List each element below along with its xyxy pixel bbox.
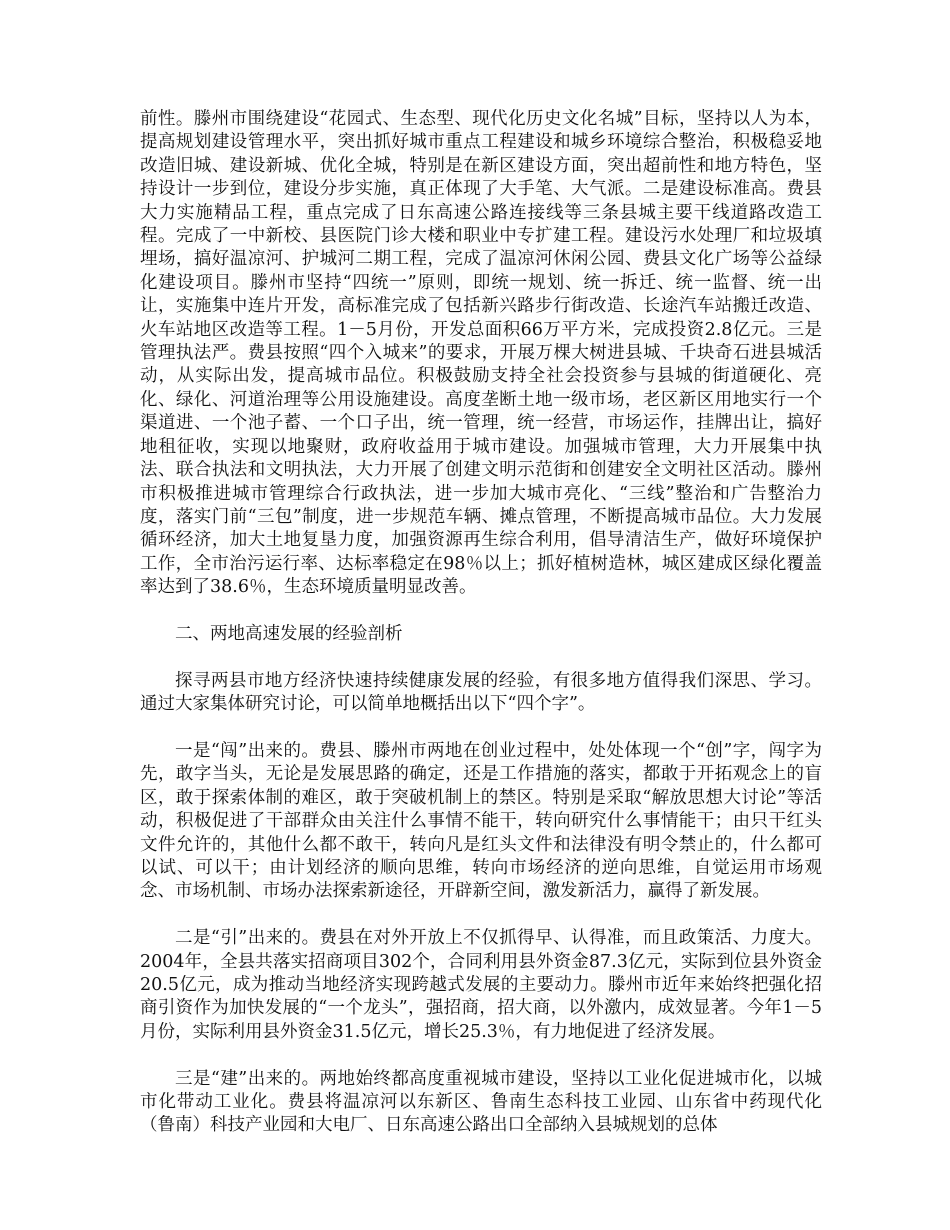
paragraph-point-three: 三是“建”出来的。两地始终都高度重视城市建设，坚持以工业化促进城市化，以城市化带动工业化。费县将温凉河以东新区、鲁南生态科技工业园、山东省中药现代化（鲁南）科技产业园和大电厂、日东高速公路出口全部纳入县城规划的总体 bbox=[140, 1068, 822, 1136]
paragraph-summary: 探寻两县市地方经济快速持续健康发展的经验，有很多地方值得我们深思、学习。通过大家集体研究讨论，可以简单地概括出以下“四个字”。 bbox=[140, 670, 822, 715]
section-heading: 二、两地高速发展的经验剖析 bbox=[175, 623, 403, 644]
paragraph-point-one: 一是“闯”出来的。费县、滕州市两地在创业过程中，处处体现一个“创”字，闯字为先，敢字当头，无论是发展思路的确定，还是工作措施的落实，都敢于开拓观念上的盲区，敢于探索体制的难区，敢于突破机制上的禁区。特别是采取“解放思想大讨论”等活动，积极促进了干部群众由关注什么事情不能干，转向研究什么事情能干；由只干红头文件允许的，其他什么都不敢干，转向凡是红头文件和法律没有明令禁止的，什么都可以试、可以干；由计划经济的顺向思维，转向市场经济的逆向思维，自觉运用市场观念、市场机制、市场办法探索新途径，开辟新空间，激发新活力，赢得了新发展。 bbox=[140, 740, 822, 902]
paragraph-intro: 前性。滕州市围绕建设“花园式、生态型、现代化历史文化名城”目标，坚持以人为本，提高规划建设管理水平，突出抓好城市重点工程建设和城乡环境综合整治，积极稳妥地改造旧城、建设新城、优化全城，特别是在新区建设方面，突出超前性和地方特色，坚持设计一步到位，建设分步实施，真正体现了大手笔、大气派。二是建设标准高。费县大力实施精品工程，重点完成了日东高速公路连接线等三条县城主要干线道路改造工程。完成了一中新校、县医院门诊大楼和职业中专扩建工程。建设污水处理厂和垃圾填埋场，搞好温凉河、护城河二期工程，完成了温凉河休闲公园、费县文化广场等公益绿化建设项目。滕州市坚持“四统一”原则，即统一规划、统一拆迁、统一监督、统一出让，实施集中连片开发，高标准完成了包括新兴路步行街改造、长途汽车站搬迁改造、火车站地区改造等工程。1－5月份，开发总面积66万平方米，完成投资2.8亿元。三是管理执法严。费县按照“四个入城来”的要求，开展万棵大树进县城、千块奇石进县城活动，从实际出发，提高城市品位。积极鼓励支持全社会投资参与县城的街道硬化、亮化、绿化、河道治理等公用设施建设。高度垄断土地一级市场，老区新区用地实行一个渠道进、一个池子蓄、一个口子出，统一管理，统一经营，市场运作，挂牌出让，搞好地租征收，实现以地聚财，政府收益用于城市建设。加强城市管理，大力开展集中执法、联合执法和文明执法，大力开展了创建文明示范街和创建安全文明社区活动。滕州市积极推进城市管理综合行政执法，进一步加大城市亮化、“三线”整治和广告整治力度，落实门前“三包”制度，进一步规范车辆、摊点管理，不断提高城市品位。大力发展循环经济，加大土地复垦力度，加强资源再生综合利用，倡导清洁生产，做好环境保护工作，全市治污运行率、达标率稳定在98％以上；抓好植树造林，城区建成区绿化覆盖率达到了38.6％，生态环境质量明显改善。 bbox=[140, 109, 822, 598]
document-page bbox=[140, 108, 822, 1138]
paragraph-point-two: 二是“引”出来的。费县在对外开放上不仅抓得早、认得准，而且政策活、力度大。2004年，全县共落实招商项目302个，合同利用县外资金87.3亿元，实际到位县外资金20.5亿元，成为推动当地经济实现跨越式发展的主要动力。滕州市近年来始终把强化招商引资作为加快发展的“一个龙头”，强招商，招大商，以外激内，成效显著。今年1－5月份，实际利用县外资金31.5亿元，增长25.3％，有力地促进了经济发展。 bbox=[140, 928, 822, 1042]
